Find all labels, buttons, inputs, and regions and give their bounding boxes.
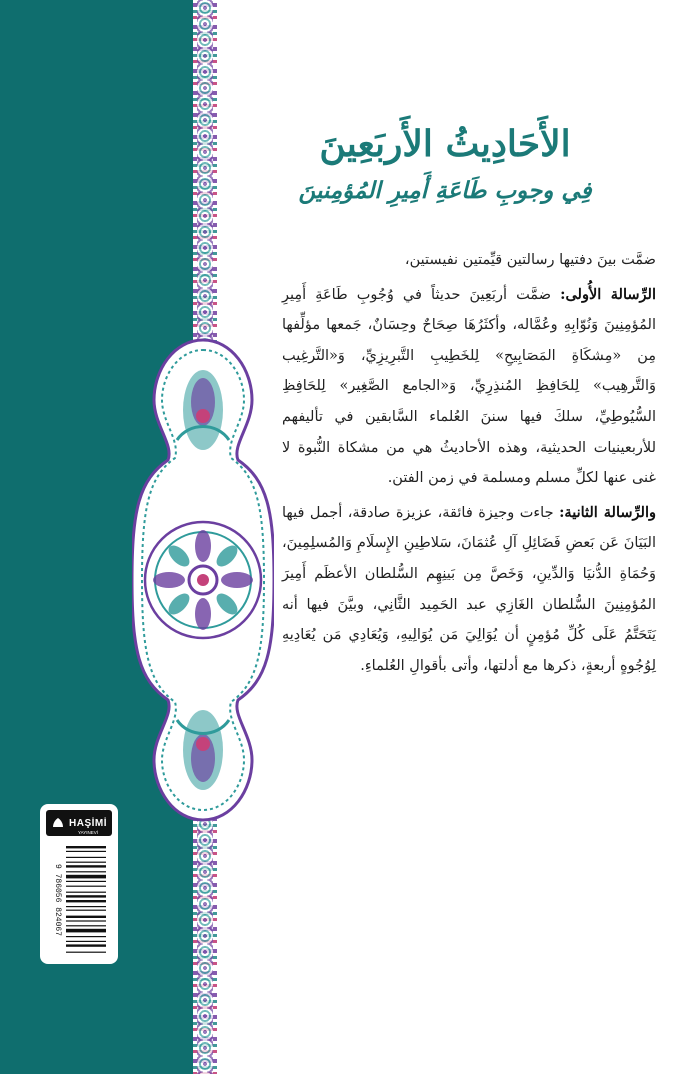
publisher-name: HAŞİMİ xyxy=(69,818,107,829)
barcode-bar xyxy=(66,857,106,858)
blurb-lead: والرِّسالة الثانية: xyxy=(559,503,656,521)
barcode-bar xyxy=(66,846,106,848)
barcode-bar xyxy=(66,871,106,872)
publisher-logo xyxy=(46,810,112,836)
floral-medallion xyxy=(132,330,274,830)
barcode-bar xyxy=(66,952,106,953)
barcode-bar xyxy=(66,886,106,887)
barcode-bar xyxy=(66,944,106,946)
isbn-number: 9 786056 824067 xyxy=(53,863,62,937)
isbn-barcode xyxy=(48,842,110,958)
back-cover-blurb xyxy=(282,245,656,681)
blurb-paragraph xyxy=(282,498,656,682)
barcode-panel xyxy=(40,804,118,964)
barcode-bar xyxy=(66,862,106,863)
barcode-bar xyxy=(66,900,106,902)
barcode-bar xyxy=(66,929,106,933)
barcode-bar xyxy=(66,910,106,911)
book-subtitle: فِي وجوبِ طَاعَةِ أَمِيرِ المُؤمِنينَ xyxy=(298,177,592,204)
blurb-text: ضمَّت بينَ دفتيها رسالتين قيِّمتين نفيستين، xyxy=(404,252,656,268)
barcode-bar xyxy=(66,920,106,921)
barcode-bar xyxy=(66,892,106,893)
barcode-bar xyxy=(66,916,106,918)
barcode-bar xyxy=(66,906,106,907)
book-title: الأَحَادِيثُ الأَربَعِينَ xyxy=(319,123,571,165)
barcode-bar xyxy=(66,851,106,852)
barcode-bar xyxy=(66,895,106,897)
barcode-bar xyxy=(66,941,106,942)
barcode-bar xyxy=(66,875,106,879)
publisher-mark-icon xyxy=(51,816,65,830)
title-block xyxy=(270,120,620,208)
blurb-text: جاءت وجيزة فائقة، عزيزة صادقة، أجمل فيها البَيَانَ عَن بَعضِ فَضَائِلِ آلِ عُثمَانَ، سَلاطِينِ الإِسلَامِ وَالمُسلِمِينَ، وَحُمَاةِ الدُّنيَا وَالدِّينِ، وَخَصَّ مِن بَينِهِم السُّلطان الأعظَم أَمِيرَ المُؤمِنِينَ السُّلطان الغَازِي عبد الحَمِيد الثَّانِي، وبيَّنَ فيها أنه يَتَحَتَّمُ عَلَى كُلِّ مُؤمِنٍ أن يُوَالِيَ مَن يُوَالِيهِ، وَيُعَادِي مَن يُعَادِيهِ لِوُجُوهٍ أربعةٍ، ذكرها مع أدلتها، وأتى بأقوالِ العُلماءِ. xyxy=(282,504,656,674)
barcode-bar xyxy=(66,936,106,937)
barcode-bar xyxy=(66,881,106,882)
blurb-lead: الرِّسالة الأُولى: xyxy=(560,285,656,303)
blurb-paragraph xyxy=(282,245,656,276)
barcode-bar xyxy=(66,925,106,926)
blurb-paragraph xyxy=(282,280,656,494)
publisher-sub: YAYINEVİ xyxy=(77,830,99,835)
blurb-text: ضمَّت أربَعِينَ حديثاً في وُجُوبِ طَاعَةِ أَمِيرِ المُؤمِنِينَ وَنُوّابِهِ وعُمَّاله، وأكثَرُهَا صِحَاحٌ وحِسَانٌ، جَمعها مؤلِّفها مِن «مِشكَاةِ المَصَابِيحِ» لِلخَطِيبِ التَّبرِيزِيِّ، وَ«التَّرغِيب وَالتَّرهِيب» لِلحَافِظِ المُنذِرِيِّ، وَ«الجامع الصَّغِير» لِلحَافِظِ السُّيُوطِيِّ، سلكَ فيها سننَ العُلماء السَّابقين في تأليفهم للأربعينيات الحديثية، وهذه الأحاديثُ هي من مشكاة النُّبوة لا غنى عنها لكلِّ مسلم ومسلمة في زمن الفتن. xyxy=(282,286,657,487)
barcode-bar xyxy=(66,865,106,867)
